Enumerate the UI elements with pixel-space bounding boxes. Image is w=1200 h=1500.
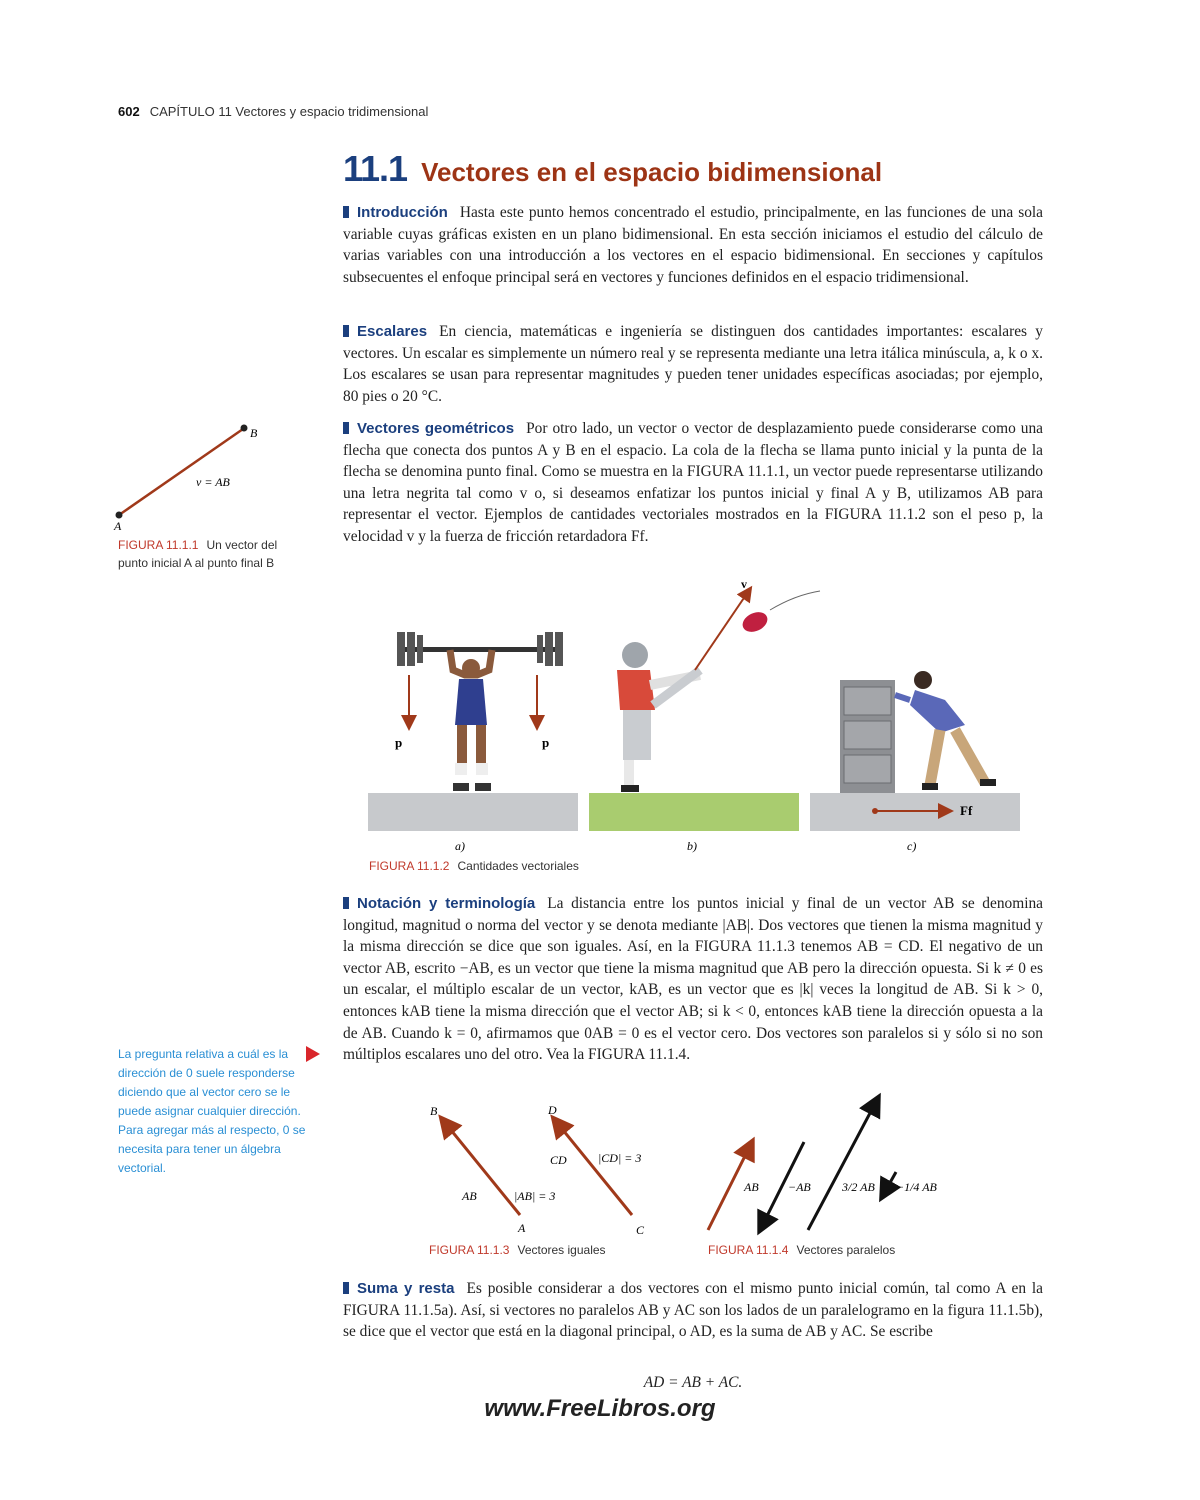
terminal-point-b <box>241 425 248 432</box>
vector-ab <box>442 1119 520 1215</box>
vector-cd <box>554 1119 632 1215</box>
fig3-caption <box>429 1241 606 1259</box>
vector-ab-arrow <box>119 429 243 515</box>
weight-label-right: p <box>542 735 550 750</box>
figure-11-1-2 <box>365 575 1030 860</box>
football <box>739 608 770 635</box>
label-ab-norm: |AB| = 3 <box>514 1189 556 1203</box>
bullet-square <box>343 325 349 337</box>
intro-heading: Introducción <box>357 204 448 221</box>
fig1-label: FIGURA 11.1.1 <box>118 538 199 552</box>
initial-point-a <box>116 512 123 519</box>
fig3-caption-text: Vectores iguales <box>517 1243 606 1257</box>
vectores-heading: Vectores geométricos <box>357 420 515 437</box>
label-b: B <box>250 426 258 440</box>
velocity-arrow <box>695 589 750 670</box>
intro-paragraph <box>343 202 1043 288</box>
label-ab: AB <box>462 1189 477 1203</box>
section-number: 11.1 <box>343 148 408 189</box>
fig4-label: FIGURA 11.1.4 <box>708 1243 789 1257</box>
side-note: La pregunta relativa a cuál es la dirección de 0 suele responderse diciendo que al vector cero se le puede asignar cualquier dirección. Para agregar más al respecto, 0 se necesita para tener un álgebra vectorial. <box>118 1047 306 1175</box>
escalares-text: En ciencia, matemáticas e ingeniería se distinguen dos cantidades importantes: escalares y vectores. Un escalar es simplemente un número real y se representa mediante una letra itálica minúscula, a, k o x. Los escalares se usan para representar magnitudes y pueden tener unidades específicas asociadas; por ejemplo, 80 pies o 20 °C. <box>343 323 1043 405</box>
fig4-caption-text: Vectores paralelos <box>796 1243 896 1257</box>
label-a: A <box>518 1221 526 1235</box>
ground-panel-a <box>368 793 578 831</box>
page-number: 602 <box>118 104 140 119</box>
notacion-paragraph <box>343 893 1043 1066</box>
notacion-heading: Notación y terminología <box>357 895 536 912</box>
suma-text: Es posible considerar a dos vectores con el mismo punto inicial común, tal como A en la FIGURA 11.1.5a). Así, si vectores no paralelos AB y AC son los lados de un paralelogramo en la figura 11.1.5b), se dice que el vector que está en la diagonal principal, o AD, es la suma de AB y AC. Se escribe <box>343 1280 1044 1341</box>
fig2-label: FIGURA 11.1.2 <box>369 859 450 873</box>
fig4-caption <box>708 1241 895 1259</box>
subfig-a-label: a) <box>455 839 465 853</box>
section-title-text: Vectores en el espacio bidimensional <box>421 157 883 187</box>
notacion-text: La distancia entre los puntos inicial y final de un vector AB se denomina longitud, magnitud o norma del vector y se denota mediante |AB|. Dos vectores que tienen la misma magnitud y la misma dirección se dice que son iguales. Así, en la FIGURA 11.1.3 tenemos AB = CD. El negativo de un vector AB, escrito −AB, es un vector que tiene la misma magnitud que AB pero la dirección opuesta. Si k ≠ 0 es un escalar, el múltiplo escalar de un vector, kAB, es un vector que es |k| veces la longitud de AB. Si k > 0, entonces kAB tiene la misma dirección que el vector AB; si k < 0, entonces kAB tiene la dirección opuesta a la de AB. Cuando k = 0, afirmamos que 0AB = 0 es el vector cero. Dos vectores son paralelos si y sólo si no son múltiplos escalares uno del otro. Vea la FIGURA 11.1.4. <box>343 895 1043 1064</box>
label-v-ab: v = AB <box>196 475 230 489</box>
vector-neg-quarter-ab <box>882 1172 896 1197</box>
fig2-caption <box>369 857 579 875</box>
watermark: www.FreeLibros.org <box>484 1395 716 1422</box>
sum-equation: AD = AB + AC. <box>643 1374 743 1391</box>
label-b: B <box>430 1104 438 1118</box>
bullet-square <box>343 1282 349 1294</box>
vectores-text: Por otro lado, un vector o vector de desplazamiento puede considerarse como una flecha que conecta dos puntos A y B en el espacio. La cola de la flecha se llama punto inicial y la punta de la flecha se denomina punto final. Como se muestra en la FIGURA 11.1.1, un vector puede representarse utilizando una letra negrita tal como v o, si deseamos enfatizar los puntos inicial y final A y B, utilizamos AB para representar el vector. Ejemplos de cantidades vectoriales mostrados en la FIGURA 11.1.2 son el peso p, la velocidad v y la fuerza de fricción retardadora Ff. <box>343 420 1044 545</box>
label-ab: AB <box>744 1180 759 1194</box>
label-d: D <box>548 1103 557 1117</box>
velocity-label: v <box>741 577 747 591</box>
figure-11-1-1 <box>110 418 270 533</box>
figure-11-1-4 <box>700 1090 950 1240</box>
cabinet-illustration <box>840 680 895 793</box>
label-three-halves-ab: 3/2 AB <box>842 1180 875 1194</box>
escalares-paragraph <box>343 321 1043 407</box>
label-a: A <box>114 519 122 533</box>
trajectory-curve <box>770 591 820 610</box>
weightlifter-illustration <box>397 632 563 791</box>
fig1-caption <box>118 536 308 572</box>
vector-three-halves-ab <box>808 1098 878 1230</box>
subfig-c-label: c) <box>907 839 917 853</box>
fig2-caption-text: Cantidades vectoriales <box>457 859 579 873</box>
suma-heading: Suma y resta <box>357 1280 455 1297</box>
friction-label: Ff <box>960 803 973 818</box>
weight-label-left: p <box>395 735 403 750</box>
fig3-label: FIGURA 11.1.3 <box>429 1243 510 1257</box>
subfig-b-label: b) <box>687 839 697 853</box>
label-cd-norm: |CD| = 3 <box>598 1151 642 1165</box>
label-neg-quarter-ab: −1/4 AB <box>896 1180 937 1194</box>
running-head: CAPÍTULO 11 Vectores y espacio tridimensional <box>149 104 429 119</box>
section-title <box>343 148 882 190</box>
suma-paragraph <box>343 1278 1043 1343</box>
bullet-square <box>343 897 349 909</box>
figure-11-1-3 <box>420 1100 660 1240</box>
bullet-square <box>343 422 349 434</box>
running-header <box>118 104 428 119</box>
ground-panel-b <box>589 793 799 831</box>
intro-text: Hasta este punto hemos concentrado el estudio, principalmente, en las funciones de una sola variable cuyas gráficas existen en un plano bidimensional. En esta sección iniciamos el estudio del cálculo de varias variables con una introducción a los vectores en el espacio bidimensional. En secciones y capítulos subsecuentes el enfoque principal será en vectores y funciones definidos en el espacio tridimensional. <box>343 204 1043 286</box>
vectores-paragraph <box>343 418 1043 548</box>
bullet-square <box>343 206 349 218</box>
fig1-caption-text: Un vector del punto inicial A al punto final B <box>118 538 278 570</box>
side-note-pointer-icon <box>306 1046 320 1062</box>
kicker-illustration <box>617 642 700 792</box>
escalares-heading: Escalares <box>357 323 428 340</box>
pushing-person-illustration <box>895 671 996 790</box>
label-c: C <box>636 1223 645 1237</box>
label-neg-ab: −AB <box>788 1180 811 1194</box>
label-cd: CD <box>550 1153 567 1167</box>
